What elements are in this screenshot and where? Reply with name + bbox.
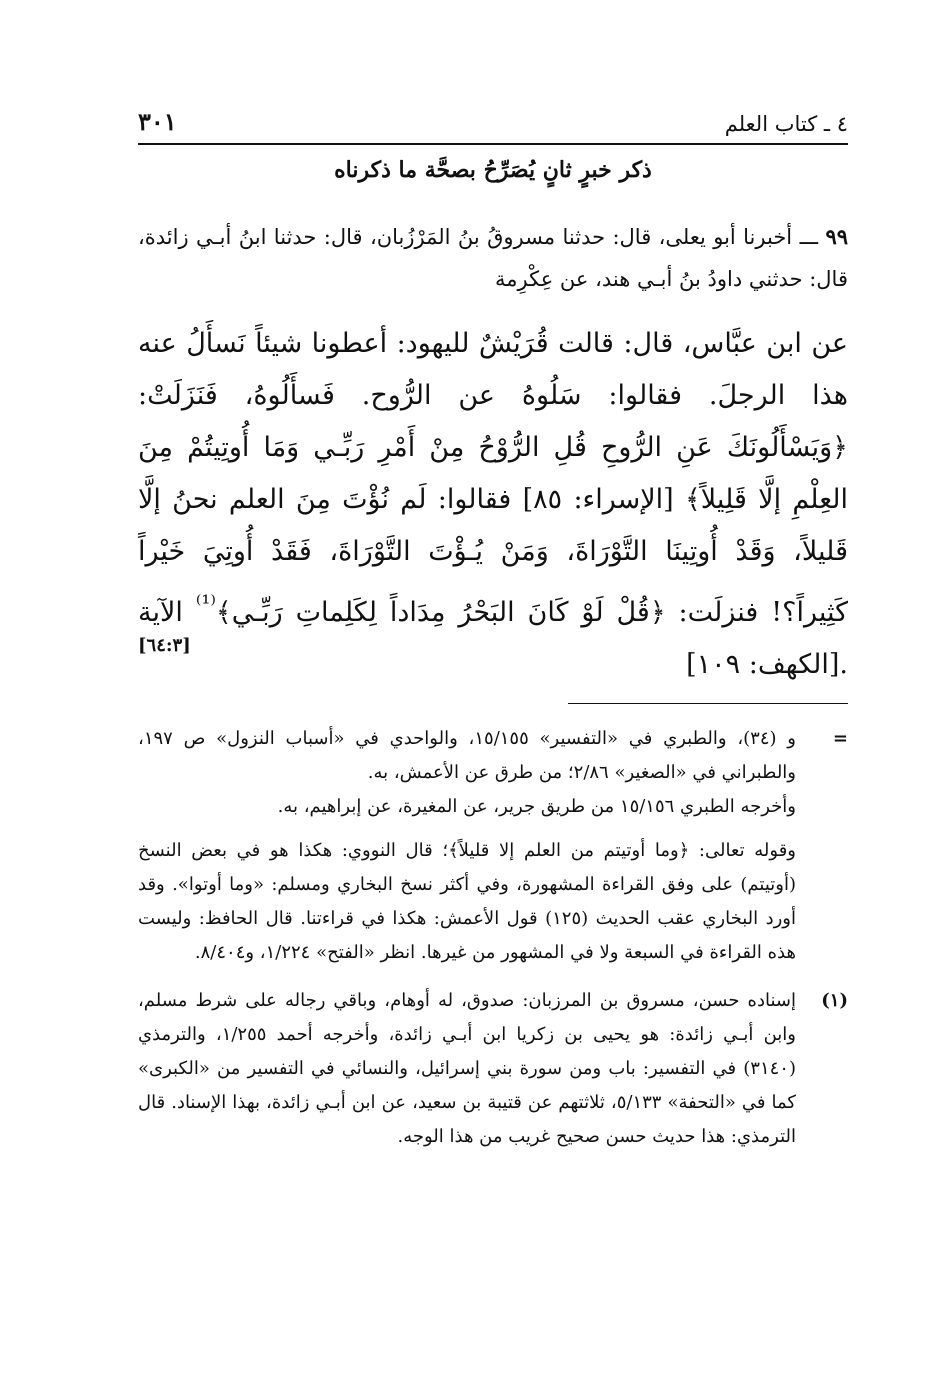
footnote-marker-1: ⁽¹⁾ <box>195 591 216 617</box>
footnote-1-marker: (١) <box>821 990 848 1011</box>
isnad-text: أخبرنا أبو يعلى، قال: حدثنا مسروقُ بنُ المَرْزُبان، قال: حدثنا ابنُ أبـي زائدة، قال: حدثني داودُ بنُ أبـي هند، عن عِكْرِمة <box>138 225 848 291</box>
footnote-1-text: إسناده حسن، مسروق بن المرزبان: صدوق، له أوهام، وباقي رجاله على شرط مسلم، وابن أبـي زائدة: هو يحيى بن زكريا ابن أبـي زائدة، وأخرجه أحمد ١/٢٥٥، والترمذي (٣١٤٠) في التفسير: باب ومن سورة بني إسرائيل، والنسائي في التفسير من «الكبرى» كما في «التحفة» ٥/١٣٣، ثلاثتهم عن قتيبة بن سعيد، عن ابن أبـي زائدة، بهذا الإسناد. قال الترمذي: هذا حديث حسن صحيح غريب من هذا الوجه. <box>138 990 796 1147</box>
chapter-title: ٤ ـ كتاب العلم <box>724 112 848 136</box>
quran-ref-kahf: [الكهف: ١٠٩]. <box>686 649 848 680</box>
matn-part-3: الآية <box>138 597 183 628</box>
continuation-marker: = <box>832 728 848 749</box>
hadith-isnad <box>138 216 848 300</box>
matn-part-2: فقالوا: لَم نُؤْتَ مِنَ العلم نحنُ إلَّا قَليلاً، وَقَدْ أُوتِينَا التَّوْرَاةَ، وَمَنْ يُـؤْتَ التَّوْرَاةَ، فَقَدْ أُوتِيَ خَيْراً كَثِيراً؟! فنزلَت: ﴿قُلْ لَوْ كَانَ البَحْرُ مِدَاداً لِكَلِماتِ رَبِّـي﴾ <box>138 484 848 628</box>
hadith-number: ٩٩ <box>825 224 848 249</box>
footnote-1 <box>138 984 848 1154</box>
continuation-line-3: وقوله تعالى: ﴿وما أوتيتم من العلم إلا قليلاً﴾؛ قال النووي: هكذا هو في بعض النسخ (أوتيتم) على وفق القراءة المشهورة، وفي أكثر نسخ البخاري ومسلم: «وما أوتوا». وقد أورد البخاري عقب الحديث (١٢٥) قول الأعمش: هكذا في قراءتنا. قال الحافظ: وليست هذه القراءة في السبعة ولا في المشهور من غيرها. انظر «الفتح» ١/٢٢٤، و٨/٤٠٤. <box>138 840 796 963</box>
matn-part-1: عن ابن عبَّاس، قال: قالت قُرَيْشٌ لليهود: أعطونا شيئاً نَسأَلُ عنه هذا الرجلَ. فقالوا: سَلُوهُ عن الرُّوح. فَسأَلُوهُ، فَنَزَلَتْ: ﴿وَيَسْأَلُونَكَ عَنِ الرُّوحِ قُلِ الرُّوْحُ مِنْ أَمْرِ رَبِّـي وَمَا أُوتِيتُمْ مِنَ العِلْمِ إلَّا قَلِيلاً﴾ <box>138 328 849 515</box>
footnote-continuation <box>138 722 848 970</box>
quran-ref-isra: [الإسراء: ٨٥] <box>522 484 674 515</box>
page-number: ٣٠١ <box>138 107 177 136</box>
continuation-line-1: و (٣٤)، والطبري في «التفسير» ١٥/١٥٥، والواحدي في «أسباب النزول» ص ١٩٧، والطبراني في «الصغير» ٢/٨٦؛ من طرق عن الأعمش، به. <box>138 728 796 783</box>
header-divider <box>138 143 848 145</box>
volume-reference: [٦٤:٣] <box>138 635 191 656</box>
continuation-line-2: وأخرجه الطبري ١٥/١٥٦ من طريق جرير، عن المغيرة، عن إبراهيم، به. <box>277 796 796 817</box>
footnotes <box>138 722 848 1154</box>
page-header <box>138 96 848 136</box>
footnote-divider <box>568 703 848 704</box>
section-title: ذكر خبرٍ ثانٍ يُصَرِّحُ بصحَّة ما ذكرناه <box>334 157 652 183</box>
hadith-dash: ـــ <box>799 225 819 249</box>
